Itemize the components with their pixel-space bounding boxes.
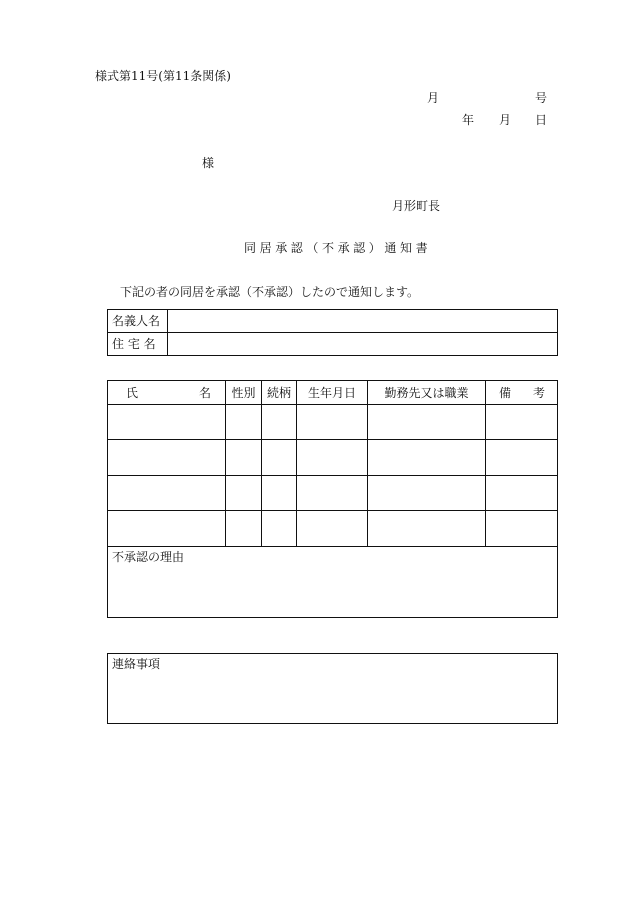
cohabitant-name-cell[interactable] [108, 511, 226, 547]
cohabitant-remarks-cell[interactable] [486, 476, 558, 511]
contact-box[interactable] [107, 653, 558, 724]
holder-table [107, 309, 558, 356]
cohabitant-birthdate-cell[interactable] [297, 440, 368, 476]
cohabitant-occupation-cell[interactable] [368, 405, 486, 440]
cohabitant-relation-cell[interactable] [262, 511, 297, 547]
header-name-part-2: 名 [198, 385, 211, 400]
holder-row-name [108, 310, 558, 333]
holder-name-value[interactable] [168, 310, 558, 333]
cohabitant-gender-cell[interactable] [226, 405, 262, 440]
cohabitant-relation-cell[interactable] [262, 476, 297, 511]
doc-number-month-label: 月 [427, 91, 440, 105]
header-remarks-part-2: 考 [532, 385, 545, 400]
header-gender: 性別 [226, 381, 262, 405]
header-birthdate: 生年月日 [297, 381, 368, 405]
cohabitant-remarks-cell[interactable] [486, 511, 558, 547]
cohabitant-gender-cell[interactable] [226, 476, 262, 511]
cohabitant-row [108, 405, 558, 440]
cohabitant-table [107, 380, 558, 618]
cohabitant-relation-cell[interactable] [262, 405, 297, 440]
cohabitant-occupation-cell[interactable] [368, 511, 486, 547]
date-year-label: 年 [462, 113, 475, 127]
cohabitant-gender-cell[interactable] [226, 511, 262, 547]
housing-name-value[interactable] [168, 333, 558, 356]
cohabitant-row [108, 511, 558, 547]
intro-text: 下記の者の同居を承認（不承認）したので通知します。 [120, 285, 420, 299]
holder-name-label: 名義人名 [108, 310, 168, 333]
holder-row-housing [108, 333, 558, 356]
cohabitant-gender-cell[interactable] [226, 440, 262, 476]
header-remarks-part-1: 備 [499, 385, 512, 400]
contact-label: 連絡事項 [112, 657, 161, 671]
cohabitant-row [108, 440, 558, 476]
cohabitant-header-row [108, 381, 558, 405]
cohabitant-name-cell[interactable] [108, 476, 226, 511]
cohabitant-occupation-cell[interactable] [368, 476, 486, 511]
date-month-label: 月 [499, 113, 512, 127]
cohabitant-birthdate-cell[interactable] [297, 405, 368, 440]
cohabitant-remarks-cell[interactable] [486, 405, 558, 440]
housing-name-label: 住 宅 名 [108, 333, 168, 356]
cohabitant-row [108, 476, 558, 511]
cohabitant-birthdate-cell[interactable] [297, 476, 368, 511]
reason-cell[interactable] [108, 547, 558, 618]
form-number: 様式第11号(第11条関係) [95, 69, 231, 83]
cohabitant-birthdate-cell[interactable] [297, 511, 368, 547]
header-occupation: 勤務先又は職業 [368, 381, 486, 405]
header-name [108, 381, 226, 405]
header-name-part-1: 氏 [126, 385, 139, 400]
cohabitant-name-cell[interactable] [108, 440, 226, 476]
cohabitant-relation-cell[interactable] [262, 440, 297, 476]
document-title: 同居承認（不承認）通知書 [244, 241, 432, 255]
header-remarks [486, 381, 558, 405]
addressee-suffix: 様 [202, 156, 215, 170]
cohabitant-name-cell[interactable] [108, 405, 226, 440]
date-day-label: 日 [535, 113, 548, 127]
issuer: 月形町長 [392, 199, 441, 213]
reason-label: 不承認の理由 [112, 550, 185, 564]
reason-row [108, 547, 558, 618]
cohabitant-remarks-cell[interactable] [486, 440, 558, 476]
cohabitant-occupation-cell[interactable] [368, 440, 486, 476]
header-relation: 続柄 [262, 381, 297, 405]
doc-number-label: 号 [535, 91, 548, 105]
